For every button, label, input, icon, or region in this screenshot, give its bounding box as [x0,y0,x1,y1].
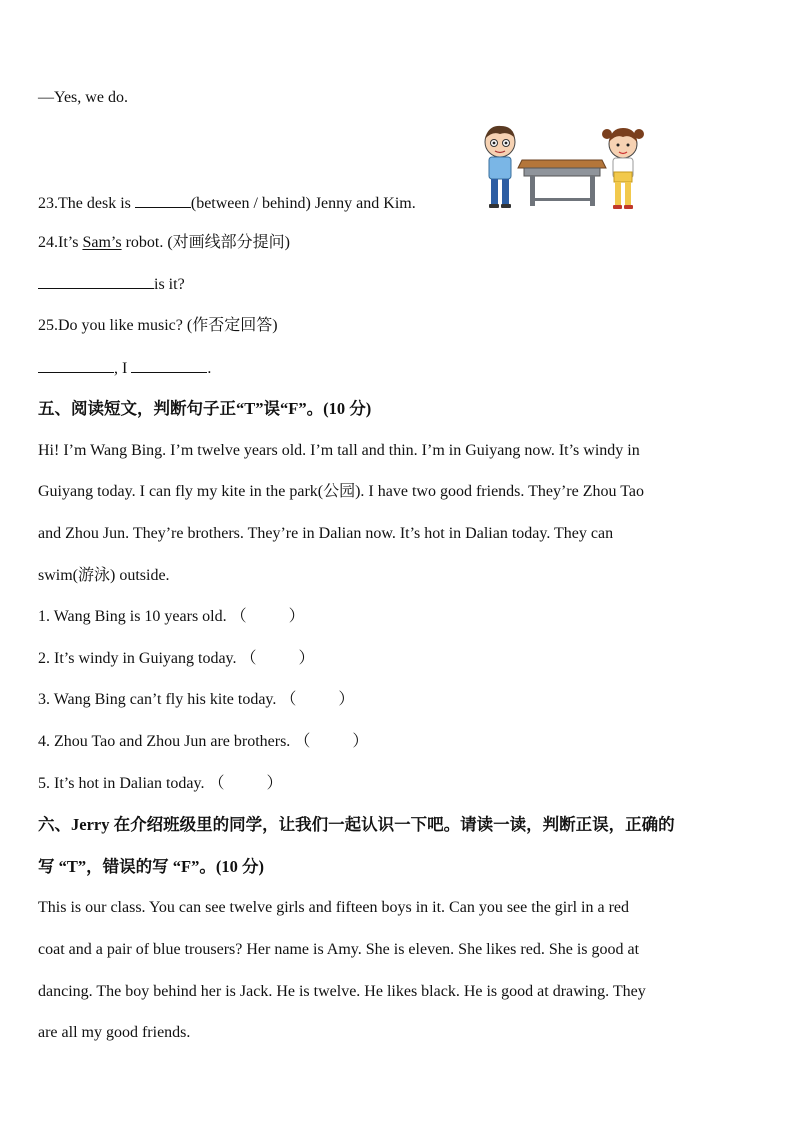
section-5-passage-line-3: and Zhou Jun. They’re brothers. They’re in Dalian now. It’s hot in Dalian today. They can [38,525,614,542]
question-23 [38,192,416,215]
section-5-question-1: 1. Wang Bing is 10 years old. （ ） [38,608,305,625]
q24-answer-blank[interactable] [38,273,154,289]
section-5-question-2: 2. It’s windy in Guiyang today. （ ） [38,650,315,667]
section-5-title: 五、阅读短文，判断句子正“T”误“F”。(10 分) [38,399,372,418]
q24-prefix: 24.It’s [38,234,83,251]
section-5-question-5: 5. It’s hot in Dalian today. （ ） [38,775,283,792]
question-text: 5. It’s hot in Dalian today. [38,775,205,792]
section-5-passage-line-1: Hi! I’m Wang Bing. I’m twelve years old. I’m tall and thin. I’m in Guiyang now. It’s windy in [38,442,640,459]
question-24 [38,232,290,254]
section-5-question-3: 3. Wang Bing can’t fly his kite today. （ ） [38,691,355,708]
section-5-passage-line-4: swim(游泳) outside. [38,567,170,584]
q25-answer-end: . [207,360,212,377]
q23-blank[interactable] [135,192,191,208]
question-25: 25.Do you like music? (作否定回答) [38,317,278,334]
q23-prefix: 23.The desk is [38,195,135,212]
section-6-passage-line-2: coat and a pair of blue trousers? Her name is Amy. She is eleven. She likes red. She is good at [38,941,640,958]
girl-icon [602,128,644,209]
desk-icon [518,160,606,206]
question-text: 3. Wang Bing can’t fly his kite today. [38,691,277,708]
question-25-answer [38,357,211,380]
q25-answer-blank-2[interactable] [131,357,207,373]
q25-answer-middle: , I [114,360,132,377]
question-24-answer [38,273,185,296]
q24-answer-suffix: is it? [154,276,185,293]
boy-icon [485,126,515,208]
question-text: 2. It’s windy in Guiyang today. [38,650,237,667]
section-6-passage-line-1: This is our class. You can see twelve girls and fifteen boys in it. Can you see the girl in a red [38,899,629,916]
q23-suffix: (between / behind) Jenny and Kim. [190,195,416,212]
section-6-passage-line-3: dancing. The boy behind her is Jack. He is twelve. He likes black. He is good at drawing. They [38,983,646,1000]
section-5-passage-line-2: Guiyang today. I can fly my kite in the park(公园). I have two good friends. They’re Zhou Tao [38,483,644,500]
q24-suffix: robot. (对画线部分提问) [121,234,291,251]
q24-underlined-word: Sam’s [82,234,122,251]
desk-scene-illustration [480,122,652,214]
section-5-question-4: 4. Zhou Tao and Zhou Jun are brothers. （ ） [38,733,369,750]
section-6-title-line-1: 六、Jerry 在介绍班级里的同学，让我们一起认识一下吧。请读一读，判断正误，正确的 [38,815,675,834]
section-6-title-line-2: 写 “T”，错误的写 “F”。(10 分) [38,857,264,876]
question-text: 4. Zhou Tao and Zhou Jun are brothers. [38,733,291,750]
question-text: 1. Wang Bing is 10 years old. [38,608,227,625]
q25-answer-blank-1[interactable] [38,357,114,373]
section-6-passage-line-4: are all my good friends. [38,1024,191,1041]
answer-line: —Yes, we do. [38,89,128,106]
